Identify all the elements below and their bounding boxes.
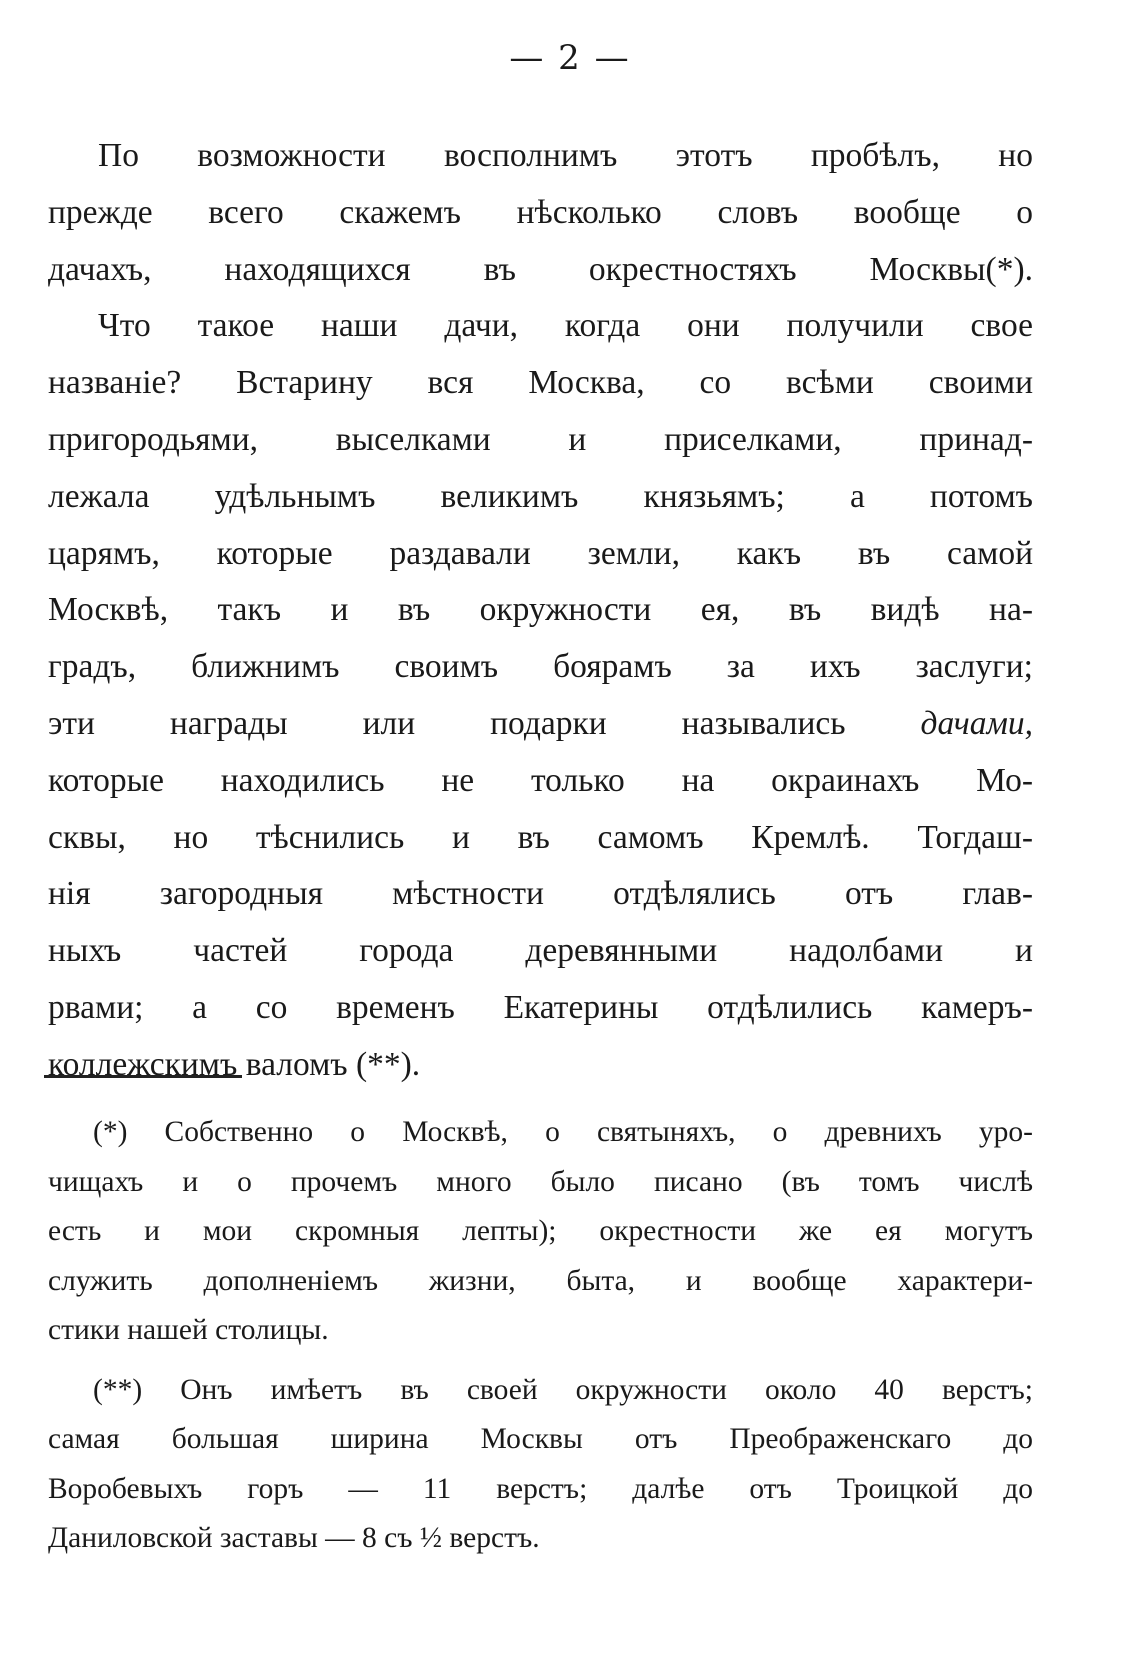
paragraph-2 (48, 298, 1033, 1093)
text-line: названіе? Встарину вся Москва, со всѣми своими (48, 364, 1033, 402)
footnote-line: Даниловской заставы — 8 съ ½ верстъ. (48, 1522, 540, 1554)
footnote-line: чищахъ и о прочемъ много было писано (въ томъ числѣ (48, 1165, 1033, 1198)
text-line: По возможности восполнимъ этотъ пробѣлъ, но (98, 137, 1033, 174)
page-number: — 2 — (509, 38, 631, 78)
text-line: пригородьями, выселками и приселками, принад- (48, 420, 1033, 458)
main-text (48, 128, 1033, 1094)
footnote-line: служить дополненіемъ жизни, быта, и вообще характери- (48, 1264, 1033, 1297)
text-line: ныхъ частей города деревянными надолбами и (48, 932, 1033, 970)
text-line: царямъ, которые раздавали земли, какъ въ самой (48, 534, 1033, 572)
text-line-with-italic (48, 696, 1033, 753)
text-line: дачахъ, находящихся въ окрестностяхъ Москвы(*). (48, 250, 1033, 288)
footnote-line: Воробевыхъ горъ — 11 верстъ; далѣе отъ Троицкой до (48, 1472, 1033, 1505)
footnote-line: самая большая ширина Москвы отъ Преображенскаго до (48, 1423, 1033, 1455)
footnote-line: стики нашей столицы. (48, 1314, 329, 1346)
text-line: рвами; а со временъ Екатерины отдѣлились камеръ- (48, 988, 1033, 1026)
footnote-line: (**) Онъ имѣетъ въ своей окружности около 40 верстъ; (93, 1373, 1033, 1406)
footnote-line: есть и мои скромныя лепты); окрестности же ея могутъ (48, 1215, 1033, 1247)
italic-term: дачами, (920, 704, 1033, 742)
footnote-divider (44, 1075, 242, 1078)
footnotes (48, 1108, 1033, 1574)
text-line: Москвѣ, такъ и въ окружности ея, въ видѣ на- (48, 591, 1033, 629)
text-line: Что такое наши дачи, когда они получили свое (98, 307, 1033, 345)
text-line: лежала удѣльнымъ великимъ князьямъ; а потомъ (48, 477, 1033, 515)
text-line: которые находились не только на окраинахъ Мо- (48, 761, 1033, 799)
text-line: прежде всего скажемъ нѣсколько словъ вообще о (48, 193, 1033, 231)
text-segment: эти награды или подарки назывались (48, 704, 921, 742)
footnote-1 (48, 1108, 1033, 1356)
footnote-2 (48, 1366, 1033, 1564)
text-line: сквы, но тѣснились и въ самомъ Кремлѣ. Тогдаш- (48, 818, 1033, 856)
footnote-line: (*) Собственно о Москвѣ, о святыняхъ, о древнихъ уро- (93, 1116, 1033, 1148)
text-line: нія загородныя мѣстности отдѣлялись отъ глав- (48, 875, 1033, 913)
paragraph-1 (48, 128, 1033, 298)
text-line: градъ, ближнимъ своимъ боярамъ за ихъ заслуги; (48, 648, 1033, 686)
text-line: коллежскимъ валомъ (**). (48, 1045, 421, 1083)
